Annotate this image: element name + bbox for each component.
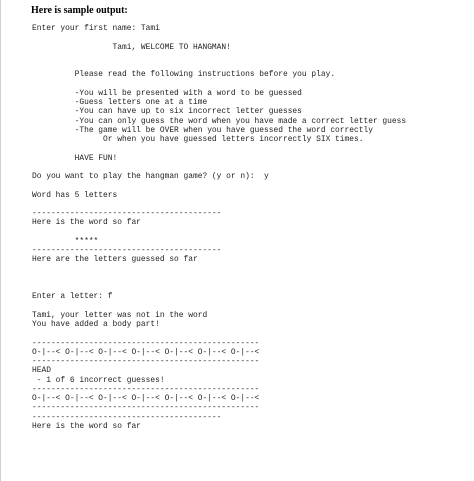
console-line: - 1 of 6 incorrect guesses! (32, 375, 165, 385)
console-line: -Guess letters one at a time (32, 98, 208, 107)
console-line: Here is the word so far (32, 421, 141, 431)
console-line: Please read the following instructions before you play. (32, 70, 336, 80)
console-line (32, 228, 406, 237)
console-line: ---------------------------------------- (32, 246, 222, 255)
console-line: HAVE FUN! (32, 153, 118, 163)
console-line: Or when you have guessed letters incorrectly SIX times. (32, 135, 364, 144)
console-line (32, 200, 406, 209)
console-line (32, 144, 406, 153)
console-line (32, 181, 406, 190)
console-line: Word has 5 letters (32, 190, 118, 200)
console-line: Here are the letters guessed so far (32, 255, 198, 265)
console-line: ------------------------------------------------ (32, 357, 260, 366)
console-output (32, 24, 406, 431)
console-line: Enter your first name: Tami (32, 24, 160, 33)
console-line: ------------------------------------------------ (32, 338, 260, 348)
console-line: Enter a letter: f (32, 292, 113, 302)
console-line (32, 302, 406, 311)
console-line: -The game will be OVER when you have guessed the word correctly (32, 125, 373, 135)
console-line: Do you want to play the hangman game? (y or n): y (32, 172, 269, 181)
console-line: ------------------------------------------------ (32, 403, 260, 413)
console-line: O-|--< O-|--< O-|--< O-|--< O-|--< O-|--< O-|--< (32, 347, 260, 357)
console-line: ------------------------------------------------ (32, 384, 260, 394)
console-line: Tami, your letter was not in the word (32, 310, 208, 320)
console-line (32, 61, 406, 70)
console-line (32, 52, 406, 61)
console-line (32, 329, 406, 338)
console-line: -You can have up to six incorrect letter guesses (32, 107, 302, 117)
console-line: Tami, WELCOME TO HANGMAN! (32, 42, 231, 52)
console-line: -You will be presented with a word to be guessed (32, 88, 302, 98)
console-line (32, 163, 406, 172)
console-line (32, 80, 406, 89)
console-line: ***** (32, 236, 99, 246)
console-line: -You can only guess the word when you have made a correct letter guess (32, 116, 407, 126)
console-line: ---------------------------------------- (32, 412, 222, 422)
console-line (32, 274, 406, 283)
console-line: Here is the word so far (32, 218, 141, 228)
console-line: You have added a body part! (32, 320, 160, 329)
sample-output-heading: Here is sample output: (31, 5, 128, 16)
console-line (32, 33, 406, 42)
console-line (32, 265, 406, 274)
console-line: O-|--< O-|--< O-|--< O-|--< O-|--< O-|--< O-|--< (32, 394, 260, 403)
console-line (32, 283, 406, 292)
console-line: ---------------------------------------- (32, 209, 222, 218)
console-line: HEAD (32, 366, 51, 376)
